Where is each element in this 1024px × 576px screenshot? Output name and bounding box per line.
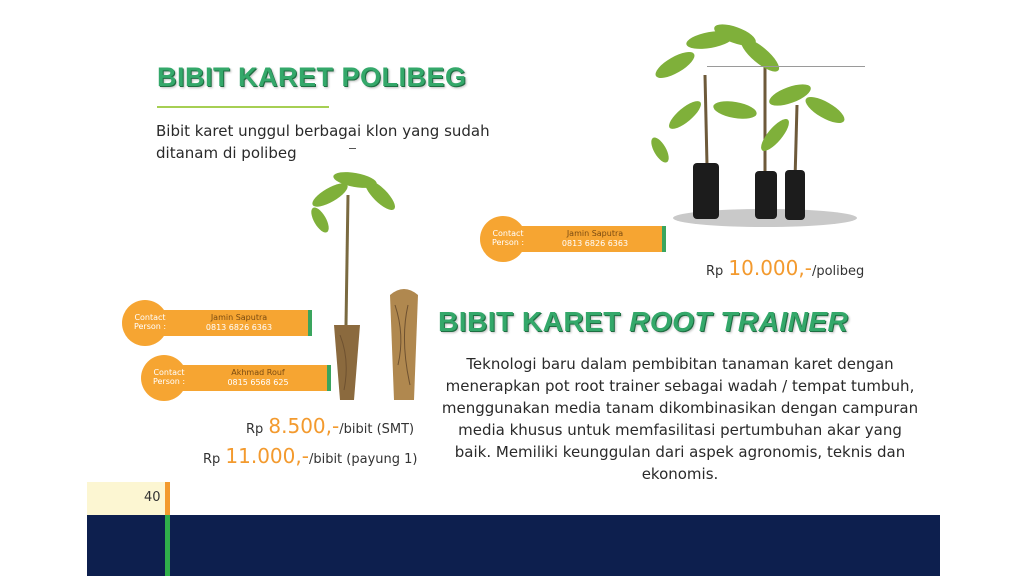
polibeg-description: Bibit karet unggul berbagai klon yang sudah ditanam di polibeg bbox=[156, 122, 490, 162]
price-unit: /polibeg bbox=[811, 264, 865, 279]
contact-person-root-trainer-2 bbox=[141, 365, 333, 391]
footer-bar bbox=[87, 515, 940, 576]
footer-orange-accent bbox=[165, 482, 170, 515]
title-underline bbox=[157, 106, 329, 108]
contact-label: Contact Person : bbox=[491, 229, 525, 247]
contact-label: Contact Person : bbox=[133, 313, 167, 331]
root-trainer-description: Teknologi baru dalam pembibitan tanaman karet dengan menerapkan pot root trainer sebagai wadah / tempat tumbuh, menggunakan media tanam dikombinasikan dengan campuran media khusus untuk memfasilitasi pertumbuhan akar yang baik. Memiliki keunggulan dari aspek agronomis, teknis dan ekonomis. bbox=[441, 355, 919, 483]
contact-phone: 0813 6826 6363 bbox=[205, 323, 273, 332]
contact-person-polibeg bbox=[480, 226, 666, 252]
contact-person-root-trainer-1 bbox=[122, 310, 314, 336]
root-trainer-title-italic: ROOT TRAINER bbox=[629, 306, 849, 337]
contact-name: Jamin Saputra bbox=[566, 229, 624, 238]
price-amount: 11.000,- bbox=[225, 444, 309, 468]
contact-info bbox=[203, 368, 313, 388]
footer-green-accent bbox=[165, 515, 170, 576]
price-root-trainer-payung bbox=[203, 444, 417, 468]
page-number: 40 bbox=[144, 490, 161, 505]
price-unit: /bibit (payung 1) bbox=[308, 452, 418, 467]
divider-line bbox=[707, 66, 865, 67]
root-trainer-title-plain: BIBIT KARET bbox=[438, 306, 621, 337]
contact-name: Akhmad Rouf bbox=[231, 368, 285, 377]
contact-phone: 0813 6826 6363 bbox=[561, 239, 629, 248]
polibeg-trees-image bbox=[615, 15, 865, 235]
contact-info bbox=[540, 229, 650, 249]
price-currency: Rp bbox=[246, 422, 264, 437]
price-currency: Rp bbox=[203, 452, 221, 467]
contact-label: Contact Person : bbox=[152, 368, 186, 386]
contact-name: Jamin Saputra bbox=[210, 313, 268, 322]
price-currency: Rp bbox=[706, 264, 724, 279]
price-root-trainer-smt bbox=[246, 414, 414, 438]
price-amount: 8.500,- bbox=[268, 414, 340, 438]
contact-phone: 0815 6568 625 bbox=[227, 378, 289, 387]
polibeg-title: BIBIT KARET POLIBEG bbox=[157, 62, 467, 92]
decorative-dash bbox=[349, 148, 356, 149]
price-polibeg bbox=[706, 256, 864, 280]
contact-info bbox=[184, 313, 294, 333]
price-amount: 10.000,- bbox=[728, 256, 812, 280]
root-trainer-title bbox=[438, 306, 848, 338]
price-unit: /bibit (SMT) bbox=[339, 422, 415, 437]
